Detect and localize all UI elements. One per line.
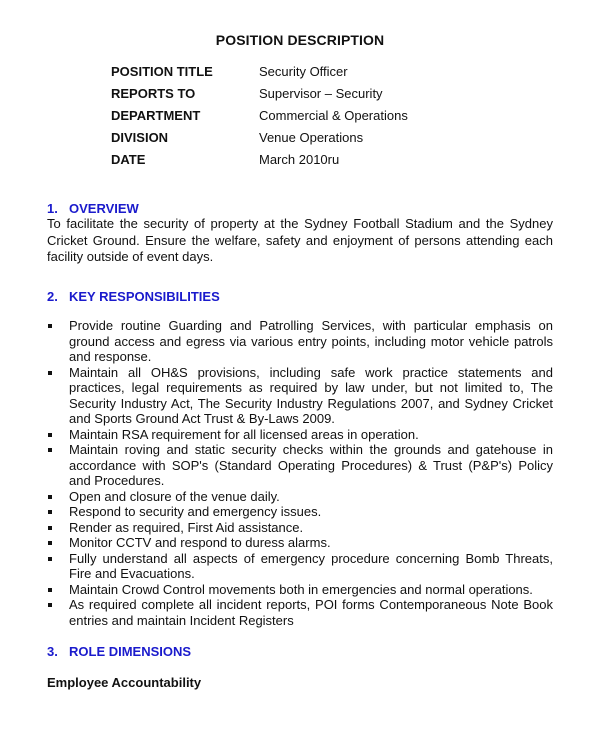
bullet-icon bbox=[48, 541, 52, 545]
info-label: DATE bbox=[111, 151, 146, 167]
list-item bbox=[47, 535, 553, 551]
bullet-icon bbox=[48, 603, 52, 607]
info-label: REPORTS TO bbox=[111, 86, 196, 102]
list-item bbox=[47, 520, 553, 536]
info-row-department bbox=[111, 105, 408, 127]
list-item bbox=[47, 318, 553, 365]
list-item-text: Provide routine Guarding and Patrolling Services, with particular emphasis on ground access and egress via various entry points, including motor vehicle patrols and response. bbox=[69, 318, 553, 364]
info-value: Security Officer bbox=[259, 64, 348, 80]
bullet-icon bbox=[48, 433, 52, 437]
list-item-text: Maintain Crowd Control movements both in emergencies and normal operations. bbox=[69, 581, 533, 597]
section-heading-role-dimensions bbox=[47, 644, 191, 659]
section-number: 3. bbox=[47, 644, 58, 659]
bullet-icon bbox=[48, 526, 52, 530]
info-row-division bbox=[111, 126, 408, 148]
list-item-text: Open and closure of the venue daily. bbox=[69, 488, 280, 504]
list-item bbox=[47, 365, 553, 427]
list-item-text: As required complete all incident reports, POI forms Contemporaneous Note Book entries and maintain Incident Registers bbox=[69, 597, 553, 628]
section-title: ROLE DIMENSIONS bbox=[69, 644, 192, 659]
list-item-text: Fully understand all aspects of emergency procedure concerning Bomb Threats, Fire and Evacuations. bbox=[69, 550, 553, 581]
overview-paragraph: To facilitate the security of property at the Sydney Football Stadium and the Sydney Cricket Ground. Ensure the welfare, safety and enjoyment of persons attending each facility outside of event days. bbox=[47, 216, 553, 265]
info-label: POSITION TITLE bbox=[111, 64, 213, 80]
list-item bbox=[47, 427, 553, 443]
list-item-text: Maintain all OH&S provisions, including safe work practice statements and practices, legal requirements as required by law under, but not limited to, The Security Industry Act, The Security Industry Regulations 2007, and Sydney Cricket and Sports Ground Act Trust & By-Laws 2009. bbox=[69, 364, 553, 426]
list-item-text: Monitor CCTV and respond to duress alarms. bbox=[69, 535, 331, 550]
list-item bbox=[47, 489, 553, 505]
section-heading-key-responsibilities bbox=[47, 289, 220, 304]
list-item-text: Render as required, First Aid assistance. bbox=[69, 519, 304, 535]
bullet-icon bbox=[48, 495, 52, 499]
list-item bbox=[47, 504, 553, 520]
section-title: KEY RESPONSIBILITIES bbox=[69, 289, 220, 304]
list-item-text: Respond to security and emergency issues. bbox=[69, 504, 322, 519]
section-number: 2. bbox=[47, 289, 58, 304]
bullet-icon bbox=[48, 557, 52, 561]
info-row-reports-to bbox=[111, 83, 408, 105]
responsibilities-list bbox=[47, 318, 553, 628]
info-value: Supervisor – Security bbox=[259, 86, 383, 102]
info-value: March 2010ru bbox=[259, 151, 340, 167]
list-item bbox=[47, 442, 553, 489]
position-info-table bbox=[111, 61, 408, 170]
list-item bbox=[47, 582, 553, 598]
list-item bbox=[47, 597, 553, 628]
info-row-position-title bbox=[111, 61, 408, 83]
section-title: OVERVIEW bbox=[69, 201, 139, 216]
list-item-text: Maintain RSA requirement for all licensed areas in operation. bbox=[69, 426, 419, 442]
document-title: POSITION DESCRIPTION bbox=[215, 32, 385, 48]
section-number: 1. bbox=[47, 201, 58, 216]
list-item bbox=[47, 551, 553, 582]
info-value: Venue Operations bbox=[259, 129, 364, 145]
section-heading-overview bbox=[47, 201, 139, 216]
info-value: Commercial & Operations bbox=[259, 107, 408, 123]
list-item-text: Maintain roving and static security checks within the grounds and gatehouse in accordance with SOP's (Standard Operating Procedures) & Trust (P&P's) Policy and Procedures. bbox=[69, 442, 553, 488]
bullet-icon bbox=[48, 448, 52, 452]
info-label: DIVISION bbox=[111, 129, 169, 145]
bullet-icon bbox=[48, 510, 52, 514]
employee-accountability-subheading: Employee Accountability bbox=[47, 675, 202, 690]
bullet-icon bbox=[48, 588, 52, 592]
info-row-date bbox=[111, 148, 408, 170]
bullet-icon bbox=[48, 324, 52, 328]
info-label: DEPARTMENT bbox=[111, 107, 201, 123]
bullet-icon bbox=[48, 371, 52, 375]
